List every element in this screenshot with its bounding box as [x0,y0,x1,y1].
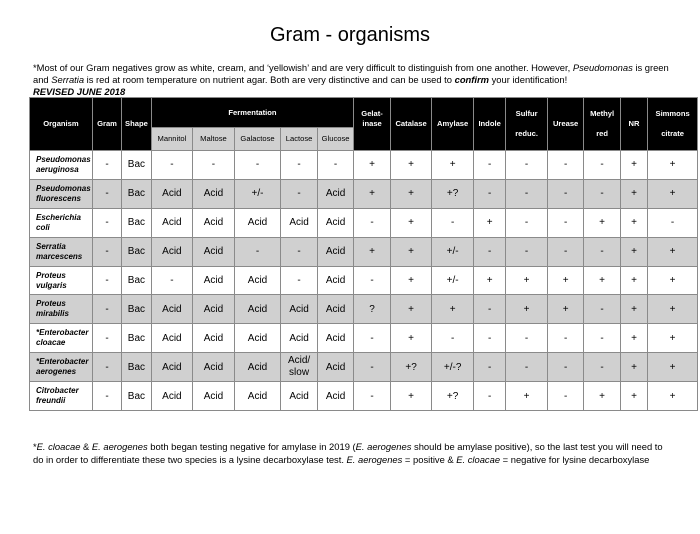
table-cell: - [473,295,505,324]
table-cell: Acid [317,324,354,353]
table-cell: + [547,295,583,324]
gram-organisms-table [29,97,698,411]
header-methyl-red: Methyl red [584,98,620,151]
table-cell: Acid/ slow [281,353,317,382]
table-cell: - [281,151,317,180]
table-cell: Bac [122,382,151,411]
header-galactose: Galactose [234,128,281,151]
table-cell: + [620,353,647,382]
table-cell: +/-? [432,353,474,382]
table-cell: - [584,151,620,180]
table-cell: + [620,208,647,237]
table-cell: - [92,179,121,208]
table-cell: + [648,237,698,266]
header-shape: Shape [122,98,151,151]
intro-text: is green and [33,62,669,85]
table-cell: + [584,382,620,411]
table-cell: Acid [193,324,235,353]
table-cell: Acid [151,324,193,353]
table-cell: + [390,179,432,208]
page-title: Gram - organisms [269,24,431,46]
table-cell: - [547,324,583,353]
table-cell: + [648,179,698,208]
header-urease: Urease [547,98,583,151]
intro-italic-serratia: Serratia [51,74,85,85]
table-cell: Acid [317,295,354,324]
header-glucose: Glucose [317,128,354,151]
organism-name: *Enterobacter aerogenes [30,353,93,382]
table-cell: - [584,324,620,353]
footer-text: & [80,441,92,452]
table-cell: - [473,382,505,411]
organism-name: Pseudomonas aeruginosa [30,151,93,180]
header-indole: Indole [473,98,505,151]
table-cell: + [354,151,390,180]
table-cell: - [547,353,583,382]
table-cell: Bac [122,208,151,237]
table-cell: - [547,179,583,208]
table-cell: Acid [151,353,193,382]
table-cell: - [584,295,620,324]
table-row [30,266,698,295]
table-cell: Acid [317,237,354,266]
table-cell: - [648,208,698,237]
table-cell: Acid [281,382,317,411]
intro-text: is red at room temperature on nutrient agar. Both are very distinctive and can be used to [84,74,455,85]
table-cell: - [281,179,317,208]
footer-text: = positive & [402,454,457,465]
table-cell: Bac [122,353,151,382]
table-cell: Acid [151,382,193,411]
table-cell: - [281,237,317,266]
table-cell: Bac [122,179,151,208]
table-cell: Acid [151,295,193,324]
organism-name: Proteus mirabilis [30,295,93,324]
table-cell: Acid [317,382,354,411]
table-cell: Acid [151,179,193,208]
table-cell: - [354,208,390,237]
table-row [30,237,698,266]
table-cell: - [354,382,390,411]
footer-italic: E. cloacae [36,441,81,452]
table-cell: - [92,295,121,324]
table-cell: Acid [234,382,281,411]
table-cell: - [584,353,620,382]
table-cell: + [620,324,647,353]
header-gram: Gram [92,98,121,151]
table-cell: Acid [234,353,281,382]
table-cell: Bac [122,295,151,324]
table-cell: - [473,237,505,266]
table-cell: + [390,151,432,180]
header-simmons-citrate: Simmons citrate [648,98,698,151]
table-row [30,179,698,208]
table-cell: + [506,295,548,324]
table-cell: + [354,237,390,266]
organism-name: *Enterobacter cloacae [30,324,93,353]
table-cell: - [473,179,505,208]
footer-text: = negative for lysine decarboxylase [500,454,650,465]
table-row [30,353,698,382]
table-cell: - [354,266,390,295]
organism-name: Serratia marcescens [30,237,93,266]
table-cell: + [648,382,698,411]
table-cell: Acid [193,353,235,382]
table-cell: + [473,208,505,237]
organism-name: Pseudomonas fluorescens [30,179,93,208]
table-cell: +? [390,353,432,382]
table-cell: Bac [122,324,151,353]
table-cell: + [620,237,647,266]
header-fermentation: Fermentation [151,98,354,128]
table-cell: +/- [432,266,474,295]
table-cell: + [390,382,432,411]
table-cell: + [584,266,620,295]
table-cell: + [547,266,583,295]
table-cell: - [432,208,474,237]
table-cell: Acid [317,353,354,382]
footer-italic: E. aerogenes [91,441,148,452]
table-cell: + [390,266,432,295]
table-cell: Acid [193,179,235,208]
table-cell: Acid [151,237,193,266]
table-cell: Acid [193,208,235,237]
table-cell: - [584,237,620,266]
intro-text: your identification! [489,74,568,85]
footer-note [33,440,673,466]
table-cell: Acid [317,179,354,208]
table-row [30,324,698,353]
table-cell: - [547,382,583,411]
table-cell: - [354,353,390,382]
table-cell: +/- [234,179,281,208]
table-cell: Acid [317,208,354,237]
table-cell: + [506,266,548,295]
table-cell: - [506,353,548,382]
table-cell: + [648,324,698,353]
table-cell: + [620,266,647,295]
table-cell: - [506,324,548,353]
table-cell: - [547,151,583,180]
table-cell: + [648,295,698,324]
table-cell: - [92,353,121,382]
intro-paragraph [33,62,673,86]
table-cell: - [506,179,548,208]
table-cell: - [151,151,193,180]
table-cell: - [234,237,281,266]
table-cell: - [317,151,354,180]
revised-date: REVISED JUNE 2018 [33,86,126,97]
header-sulfur-reduction: Sulfur reduc. [506,98,548,151]
table-cell: + [390,324,432,353]
table-cell: + [620,295,647,324]
table-cell: Acid [281,208,317,237]
table-cell: + [354,179,390,208]
header-lactose: Lactose [281,128,317,151]
table-cell: Bac [122,266,151,295]
table-cell: - [506,237,548,266]
header-gelatinase: Gelat- inase [354,98,390,151]
table-cell: Acid [193,382,235,411]
header-catalase: Catalase [390,98,432,151]
table-cell: Bac [122,151,151,180]
table-row [30,382,698,411]
intro-bold-confirm: confirm [454,74,489,85]
table-cell: + [648,151,698,180]
table-cell: + [432,295,474,324]
table-cell: ? [354,295,390,324]
table-cell: - [354,324,390,353]
table-cell: + [473,266,505,295]
table-cell: - [473,151,505,180]
footer-italic: E. cloacae [456,454,501,465]
table-cell: - [92,266,121,295]
footer-italic: E. aerogenes [346,454,403,465]
table-cell: Acid [234,295,281,324]
table-cell: Acid [234,266,281,295]
table-cell: - [506,208,548,237]
table-cell: - [281,266,317,295]
table-cell: Acid [234,208,281,237]
table-cell: +? [432,382,474,411]
table-cell: Acid [193,237,235,266]
table-cell: Acid [317,266,354,295]
organism-name: Citrobacter freundii [30,382,93,411]
table-cell: - [92,237,121,266]
header-maltose: Maltose [193,128,235,151]
intro-italic-pseudomonas: Pseudomonas [572,62,633,73]
table-cell: Acid [281,324,317,353]
table-row [30,208,698,237]
table-cell: Acid [193,266,235,295]
table-cell: + [390,295,432,324]
table-cell: + [620,382,647,411]
footer-text: should be amylase positive), so the last test you will need to do in order to differentiate these two species is a lysine decarboxylase test. [33,441,663,465]
table-cell: - [506,151,548,180]
header-amylase: Amylase [432,98,474,151]
table-cell: - [234,151,281,180]
table-cell: - [547,208,583,237]
table-cell: - [193,151,235,180]
footer-text: * [33,441,37,452]
table-cell: + [620,151,647,180]
table-cell: - [547,237,583,266]
table-cell: - [584,179,620,208]
footer-text: both began testing negative for amylase in 2019 ( [147,441,356,452]
table-cell: Bac [122,237,151,266]
table-row [30,295,698,324]
table-cell: +? [432,179,474,208]
table-cell: - [92,324,121,353]
table-cell: + [390,237,432,266]
table-cell: Acid [281,295,317,324]
header-organism: Organism [30,98,93,151]
table-cell: - [432,324,474,353]
table-cell: - [92,382,121,411]
table-cell: Acid [151,208,193,237]
header-mannitol: Mannitol [151,128,193,151]
table-cell: + [432,151,474,180]
table-cell: +/- [432,237,474,266]
intro-text: *Most of our Gram negatives grow as white, cream, and ‘yellowish’ and are very difficult to distinguish from one another. However, [33,62,573,73]
table-cell: + [390,208,432,237]
organism-name: Escherichia coli [30,208,93,237]
table-cell: + [648,266,698,295]
table-cell: Acid [234,324,281,353]
table-cell: Acid [193,295,235,324]
table-cell: - [92,151,121,180]
table-cell: - [473,353,505,382]
table-cell: + [648,353,698,382]
table-cell: - [151,266,193,295]
organism-name: Proteus vulgaris [30,266,93,295]
table-cell: + [620,179,647,208]
footer-italic: E. aerogenes [355,441,412,452]
table-cell: + [584,208,620,237]
table-row [30,151,698,180]
table-cell: - [473,324,505,353]
table-cell: - [92,208,121,237]
table-cell: + [506,382,548,411]
header-nr: NR [620,98,647,151]
